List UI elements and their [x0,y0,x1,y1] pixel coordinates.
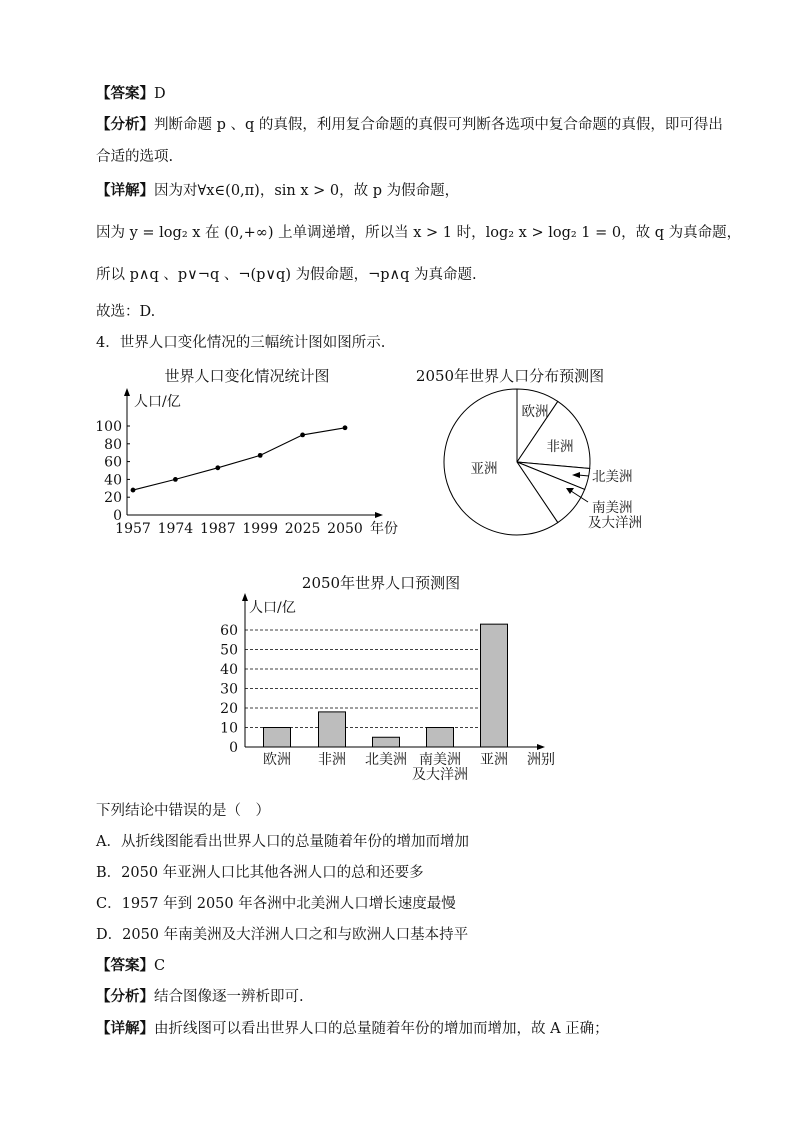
pie-chart [415,362,680,542]
pie-label: 及大洋洲 [588,515,642,531]
x-tick-label: 1957 [115,521,151,537]
analysis-label: 【分析】 [96,116,154,133]
bar [481,624,508,747]
previous-detail-line-2: 因为 y = log₂ x 在 (0,+∞) 上单调递增，所以当 x > 1 时，log₂ x > log₂ 1 = 0，故 q 为真命题， [96,225,742,241]
x-tick-label: 非洲 [318,752,346,768]
pie-label: 亚洲 [470,461,498,477]
answer-label: 【答案】 [96,85,154,102]
x-tick-label: 1987 [199,521,236,537]
y-tick-label: 60 [220,623,238,639]
bar [427,728,454,748]
y-tick-label: 100 [95,419,122,435]
detail-line [96,1019,609,1039]
y-tick-label: 30 [220,681,238,698]
y-tick-label: 0 [113,508,122,524]
y-tick-label: 50 [220,642,238,659]
previous-answer-line [96,84,166,104]
data-point [343,425,348,430]
chart-title: 世界人口变化情况统计图 [164,367,330,385]
data-point [215,465,220,470]
x-tick-label: 1974 [157,521,194,537]
x-tick-label: 南美洲 [419,752,461,768]
answer-value: C [154,958,166,974]
data-point [131,488,136,493]
previous-analysis-line [96,115,723,135]
bar [373,737,400,747]
answer-value: D [154,86,166,102]
x-axis-label: 年份 [370,521,398,537]
x-axis-arrow [537,744,545,750]
previous-conclusion: 故选：D. [96,304,156,320]
detail-label: 【详解】 [96,1020,154,1037]
y-axis-label: 人口/亿 [134,394,181,410]
y-tick-label: 10 [220,720,238,737]
y-axis-label: 人口/亿 [249,600,296,616]
series-line [133,428,345,490]
x-axis-label: 洲别 [527,752,555,768]
question-prompt: 下列结论中错误的是（ ） [96,803,270,819]
analysis-text: 判断命题 p 、q 的真假，利用复合命题的真假可判断各选项中复合命题的真假，即可得出 [154,117,723,133]
x-tick-label: 欧洲 [263,752,291,768]
data-point [258,453,263,458]
line-chart [95,362,420,542]
y-tick-label: 0 [229,740,238,756]
chart-title: 2050年世界人口分布预测图 [415,367,605,385]
y-tick-label: 80 [104,436,122,453]
previous-analysis-line-2: 合适的选项. [96,149,174,165]
chart-title: 2050年世界人口预测图 [301,574,461,592]
x-tick-label: 及大洋洲 [412,767,468,783]
y-tick-label: 40 [104,472,122,489]
y-axis-arrow [242,593,248,601]
analysis-text: 结合图像逐一辨析即可. [154,989,304,1005]
bar [319,712,346,747]
detail-label: 【详解】 [96,182,154,199]
option-a: A．从折线图能看出世界人口的总量随着年份的增加而增加 [96,834,469,850]
y-tick-label: 40 [220,662,238,678]
x-tick-label: 北美洲 [365,752,407,768]
answer-line [96,956,165,976]
pie-label: 非洲 [546,439,574,455]
previous-detail-line-3: 所以 p∧q 、p∨¬q 、¬(p∨q) 为假命题，¬p∧q 为真命题. [96,267,477,283]
data-point [173,477,178,482]
y-tick-label: 20 [104,490,122,507]
option-b: B．2050 年亚洲人口比其他各洲人口的总和还要多 [96,865,424,881]
analysis-line [96,987,304,1007]
detail-text: 由折线图可以看出世界人口的总量随着年份的增加而增加，故 A 正确； [154,1021,609,1037]
previous-detail-line [96,181,459,201]
y-tick-label: 20 [220,701,238,717]
pie-label: 欧洲 [521,404,549,420]
x-tick-label: 1999 [242,521,279,537]
detail-text: 因为对∀x∈(0,π)，sin x > 0，故 p 为假命题， [154,183,460,199]
bar-chart [220,568,580,790]
answer-label: 【答案】 [96,957,154,974]
pie-label: 北美洲 [592,469,633,485]
x-tick-label: 2025 [284,521,321,537]
x-tick-label: 2050 [327,521,363,537]
data-point [300,433,305,438]
question-stem: 4．世界人口变化情况的三幅统计图如图所示. [96,335,386,351]
option-d: D．2050 年南美洲及大洋洲人口之和与欧洲人口基本持平 [96,927,469,943]
pie-label: 南美洲 [592,500,633,516]
y-axis-arrow [124,388,130,396]
y-tick-label: 60 [104,454,122,471]
option-c: C．1957 年到 2050 年各洲中北美洲人口增长速度最慢 [96,896,456,912]
x-tick-label: 亚洲 [480,752,508,768]
analysis-label: 【分析】 [96,988,154,1005]
bar [264,728,291,748]
x-axis-arrow [375,512,383,518]
